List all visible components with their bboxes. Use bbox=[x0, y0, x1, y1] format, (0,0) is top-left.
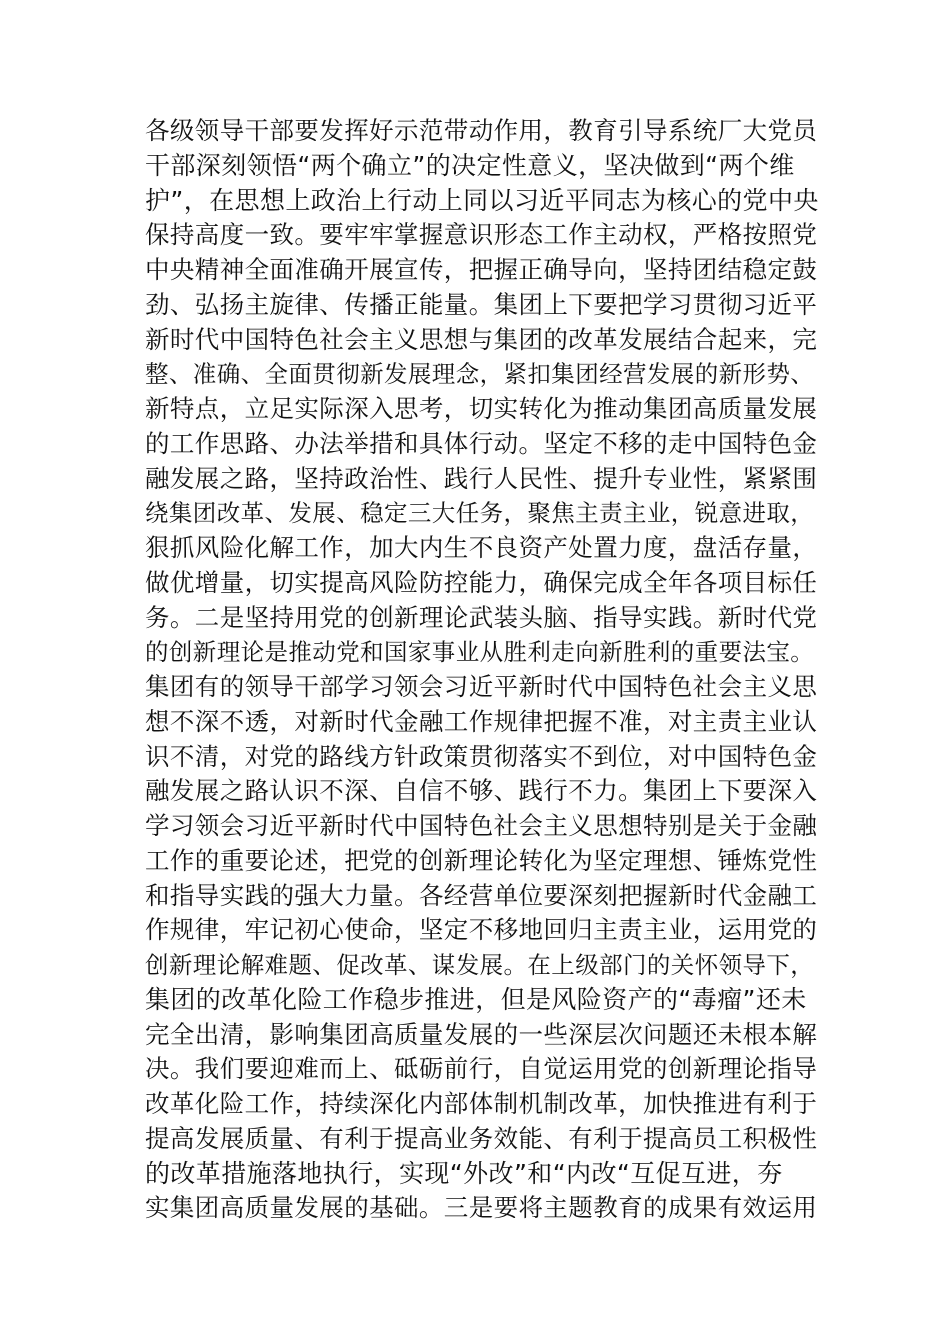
text-line: 新时代中国特色社会主义思想与集团的改革发展结合起来，完 bbox=[145, 324, 818, 354]
text-line: 狠抓风险化解工作，加大内生不良资产处置力度，盘活存量， bbox=[145, 533, 818, 562]
text-line: 和指导实践的强大力量。各经营单位要深刻把握新时代金融工 bbox=[145, 880, 818, 910]
text-line: 识不清，对党的路线方针政策贯彻落实不到位，对中国特色金 bbox=[145, 741, 818, 771]
text-line: 完全出清，影响集团高质量发展的一些深层次问题还未根本解 bbox=[145, 1019, 818, 1049]
text-line: 工作的重要论述，把党的创新理论转化为坚定理想、锤炼党性 bbox=[145, 845, 818, 875]
text-line: 保持高度一致。要牢牢掌握意识形态工作主动权，严格按照党 bbox=[145, 220, 818, 250]
text-line: 改革化险工作，持续深化内部体制机制改革，加快推进有利于 bbox=[145, 1089, 818, 1118]
text-line: 集团有的领导干部学习领会习近平新时代中国特色社会主义思 bbox=[145, 672, 818, 701]
text-line: 提高发展质量、有利于提高业务效能、有利于提高员工积极性 bbox=[145, 1123, 818, 1153]
text-line: 创新理论解难题、促改革、谋发展。在上级部门的关怀领导下， bbox=[145, 951, 815, 979]
text-line: 融发展之路，坚持政治性、践行人民性、提升专业性，紧紧围 bbox=[145, 463, 818, 493]
text-line: 新特点，立足实际深入思考，切实转化为推动集团高质量发展 bbox=[145, 394, 818, 423]
text-line: 务。二是坚持用党的创新理论武装头脑、指导实践。新时代党 bbox=[145, 602, 818, 632]
body-paragraph bbox=[145, 114, 825, 1226]
text-line: 决。我们要迎难而上、砥砺前行，自觉运用党的创新理论指导 bbox=[145, 1054, 818, 1084]
text-line: 绕集团改革、发展、稳定三大任务，聚焦主责主业，锐意进取， bbox=[145, 499, 815, 528]
text-line: 各级领导干部要发挥好示范带动作用，教育引导系统厂大党员 bbox=[145, 116, 818, 145]
text-line: 护”，在思想上政治上行动上同以习近平同志为核心的党中央 bbox=[145, 185, 819, 215]
text-line: 劲、弘扬主旋律、传播正能量。集团上下要把学习贯彻习近平 bbox=[145, 289, 818, 319]
text-line: 的改革措施落地执行，实现“外改”和“内改“互促互进，夯 bbox=[145, 1158, 783, 1188]
text-line: 整、准确、全面贯彻新发展理念，紧扣集团经营发展的新形势、 bbox=[145, 360, 815, 389]
text-line: 干部深刻领悟“两个确立”的决定性意义，坚决做到“两个维 bbox=[145, 150, 795, 180]
text-line: 融发展之路认识不深、自信不够、践行不力。集团上下要深入 bbox=[145, 776, 818, 806]
text-line: 做优增量，切实提高风险防控能力，确保完成全年各项目标任 bbox=[145, 567, 818, 597]
text-line: 作规律，牢记初心使命，坚定不移地回归主责主业，运用党的 bbox=[145, 915, 818, 945]
text-line: 的工作思路、办法举措和具体行动。坚定不移的走中国特色金 bbox=[145, 428, 818, 458]
text-line: 的创新理论是推动党和国家事业从胜利走向新胜利的重要法宝。 bbox=[145, 638, 815, 667]
text-line: 实集团高质量发展的基础。三是要将主题教育的成果有效运用 bbox=[145, 1193, 818, 1223]
text-line: 集团的改革化险工作稳步推进，但是风险资产的“毒瘤”还未 bbox=[145, 984, 807, 1014]
text-line: 学习领会习近平新时代中国特色社会主义思想特别是关于金融 bbox=[145, 811, 818, 840]
text-line: 想不深不透，对新时代金融工作规律把握不准，对主责主业认 bbox=[145, 706, 818, 736]
text-line: 中央精神全面准确开展宣传，把握正确导向，坚持团结稳定鼓 bbox=[145, 255, 818, 284]
